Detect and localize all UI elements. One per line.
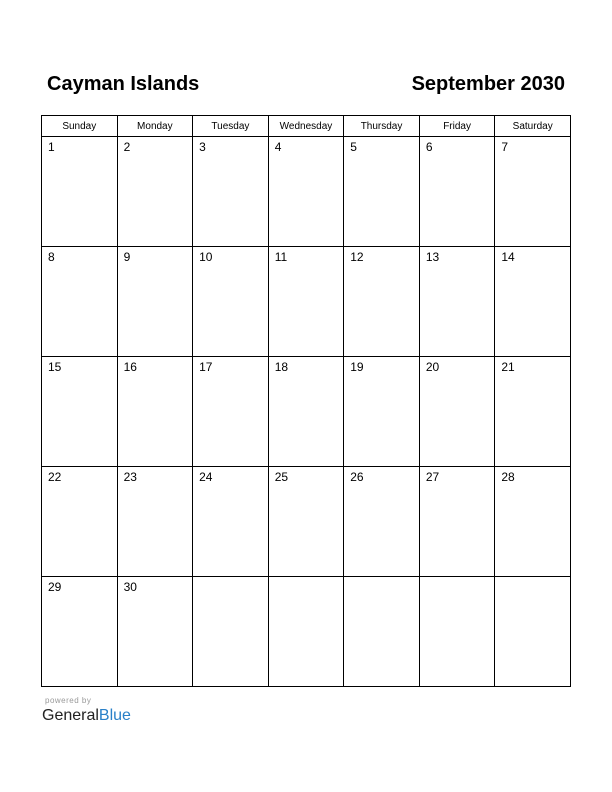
day-number: 9 xyxy=(123,250,131,264)
day-cell xyxy=(117,577,193,687)
calendar-title-month: September 2030 xyxy=(411,73,565,95)
calendar-grid xyxy=(41,115,571,687)
day-number: 22 xyxy=(48,470,62,484)
weekday-header: Thursday xyxy=(344,116,420,137)
day-cell xyxy=(193,137,269,247)
day-cell xyxy=(117,137,193,247)
day-cell xyxy=(419,467,495,577)
weekday-header: Monday xyxy=(117,116,193,137)
day-cell xyxy=(268,467,344,577)
day-number: 8 xyxy=(48,250,55,264)
day-number: 6 xyxy=(425,140,433,154)
day-cell xyxy=(268,247,344,357)
day-number: 14 xyxy=(501,250,515,264)
day-number: 23 xyxy=(123,470,137,484)
day-cell xyxy=(419,137,495,247)
day-cell xyxy=(495,577,571,687)
day-number: 27 xyxy=(425,470,440,484)
day-cell xyxy=(193,357,269,467)
day-number: 4 xyxy=(274,140,282,154)
day-number: 20 xyxy=(425,360,440,374)
day-cell xyxy=(419,357,495,467)
day-cell xyxy=(193,577,269,687)
day-cell xyxy=(117,357,193,467)
day-cell xyxy=(344,247,420,357)
day-number xyxy=(495,577,570,580)
day-number: 13 xyxy=(425,250,440,264)
week-row xyxy=(42,247,571,357)
day-cell xyxy=(268,357,344,467)
day-cell xyxy=(42,137,118,247)
week-row xyxy=(42,357,571,467)
day-cell xyxy=(42,247,118,357)
powered-by-text: powered by xyxy=(45,696,92,705)
day-number: 7 xyxy=(501,140,509,154)
weekday-header-row xyxy=(42,116,571,137)
day-number: 3 xyxy=(199,140,206,154)
weekday-header: Tuesday xyxy=(193,116,269,137)
week-row xyxy=(42,137,571,247)
calendar-title-country: Cayman Islands xyxy=(47,73,200,95)
day-number: 24 xyxy=(199,470,213,484)
weekday-header: Wednesday xyxy=(268,116,344,137)
day-number: 16 xyxy=(123,360,137,374)
day-cell xyxy=(495,137,571,247)
day-cell xyxy=(419,247,495,357)
day-number: 15 xyxy=(48,360,62,374)
day-cell xyxy=(42,577,118,687)
day-number: 29 xyxy=(48,580,62,594)
day-number: 1 xyxy=(48,140,55,154)
day-cell xyxy=(344,577,420,687)
day-number xyxy=(420,577,495,580)
day-cell xyxy=(42,357,118,467)
day-cell xyxy=(193,467,269,577)
week-row xyxy=(42,467,571,577)
day-cell xyxy=(495,247,571,357)
day-number: 26 xyxy=(350,470,364,484)
day-number xyxy=(193,577,268,580)
footer-branding xyxy=(42,696,131,726)
day-number: 25 xyxy=(274,470,289,484)
weekday-header: Sunday xyxy=(42,116,118,137)
day-cell xyxy=(117,467,193,577)
weekday-header: Saturday xyxy=(495,116,571,137)
day-cell xyxy=(419,577,495,687)
day-number xyxy=(344,577,419,580)
day-cell xyxy=(193,247,269,357)
day-number: 2 xyxy=(123,140,131,154)
day-cell xyxy=(268,137,344,247)
day-number: 11 xyxy=(274,250,288,264)
day-cell xyxy=(344,137,420,247)
day-number: 18 xyxy=(274,360,289,374)
day-number: 17 xyxy=(199,360,213,374)
day-number: 12 xyxy=(350,250,364,264)
day-number: 30 xyxy=(123,580,137,594)
day-number xyxy=(269,577,344,580)
day-cell xyxy=(495,357,571,467)
day-cell xyxy=(117,247,193,357)
day-cell xyxy=(495,467,571,577)
week-row xyxy=(42,577,571,687)
day-cell xyxy=(344,467,420,577)
brand-logo-general: General xyxy=(42,707,99,724)
day-cell xyxy=(344,357,420,467)
day-number: 5 xyxy=(350,140,357,154)
weekday-header: Friday xyxy=(419,116,495,137)
day-number: 10 xyxy=(199,250,213,264)
day-cell xyxy=(268,577,344,687)
day-number: 19 xyxy=(350,360,364,374)
brand-logo-blue: Blue xyxy=(98,707,131,724)
day-number: 28 xyxy=(501,470,515,484)
day-cell xyxy=(42,467,118,577)
brand-logo[interactable] xyxy=(42,706,131,726)
day-number: 21 xyxy=(501,360,515,374)
